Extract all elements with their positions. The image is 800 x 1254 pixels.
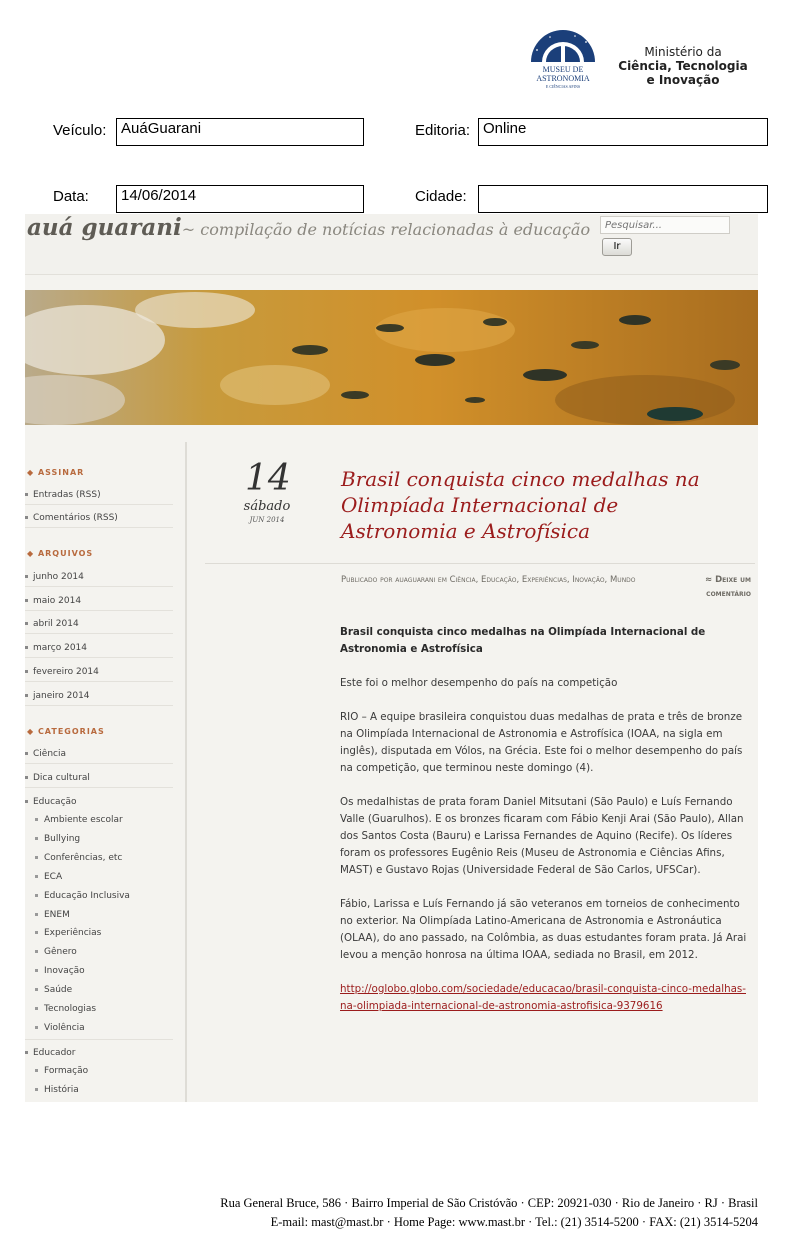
sidebar-subitem-label: ENEM (44, 910, 70, 920)
post-date-weekday: sábado (243, 499, 291, 514)
sidebar-item-junho-2014[interactable] (25, 572, 173, 587)
sidebar-item-label: Entradas (RSS) (33, 490, 101, 500)
sidebar-item-entradas-rss[interactable] (25, 490, 173, 505)
bullet-icon (35, 913, 38, 916)
sidebar-item-label: fevereiro 2014 (33, 667, 99, 677)
sidebar-item-label: Comentários (RSS) (33, 513, 118, 523)
sidebar-item-janeiro-2014[interactable] (25, 691, 173, 706)
sidebar-divider (25, 1039, 173, 1040)
assinar-heading-text: ASSINAR (37, 468, 85, 477)
sidebar-subitem-historia[interactable] (35, 1085, 79, 1095)
sidebar-subitem-label: Violência (44, 1023, 85, 1033)
sidebar-item-label: janeiro 2014 (33, 691, 90, 701)
bullet-icon (35, 931, 38, 934)
bullet-icon (25, 752, 28, 755)
sidebar-subitem-enem[interactable] (35, 910, 70, 920)
ministry-line3: e Inovação (646, 73, 720, 87)
sidebar-subitem-violencia[interactable] (35, 1023, 85, 1033)
post-date-day: 14 (245, 458, 291, 499)
bullet-icon (25, 800, 28, 803)
post-divider (205, 563, 755, 564)
bullet-icon (35, 818, 38, 821)
bullet-icon (35, 837, 38, 840)
footer-address: Rua General Bruce, 586 · Bairro Imperial de São Cristóvão · CEP: 20921-030 · Rio de Janeiro · RJ · Brasil (220, 1196, 758, 1210)
bullet-icon (25, 1051, 28, 1054)
ministry-logo (613, 45, 753, 87)
post-paragraph: RIO – A equipe brasileira conquistou duas medalhas de prata e três de bronze na Olimpíada Internacional de Astronomia e Astrofísica (IOAA, na sigla em inglês), disputada em Vólos, na Grécia. Este foi o melhor desempenho do país na competição, que terminou neste domingo (4). (340, 711, 743, 774)
post-lead: Brasil conquista cinco medalhas na Olimpíada Internacional de Astronomia e Astrofísica (340, 626, 706, 655)
bullet-icon (35, 1069, 38, 1072)
sidebar-subitem-label: Gênero (44, 947, 77, 957)
post-paragraph: Fábio, Larissa e Luís Fernando já são veteranos em torneios de conhecimento no exterior. Na Olimpíada Latino-Americana de Astronomia e Astronáutica (OLAA), do ano passado, na Colômbia, as duas estudantes foram prata. Já Arai levou a menção honrosa na última IOAA, sediada no Brasil, em 2012. (340, 898, 747, 961)
arquivos-heading-text: ARQUIVOS (37, 549, 94, 558)
museum-logo (528, 28, 598, 94)
sidebar-subitem-label: Experiências (44, 928, 102, 938)
bullet-icon (35, 1026, 38, 1029)
bullet-icon (35, 969, 38, 972)
sidebar-item-ciencia[interactable] (25, 749, 173, 764)
sidebar-subitem-label: Tecnologias (44, 1004, 97, 1014)
sidebar-subitem-label: Bullying (44, 834, 81, 844)
sidebar-item-label: Ciência (33, 749, 66, 759)
museum-logo-line3: E CIÊNCIAS AFINS (545, 84, 581, 89)
post-meta: Publicado por auaguarani em Ciência, Educação, Experiências, Inovação, Mundo (341, 575, 636, 585)
source-link[interactable]: http://oglobo.globo.com/sociedade/educacao/brasil-conquista-cinco-medalhas-na-olimpiada-internacional-de-astronomia-astrofisica-9379616 (340, 983, 746, 1012)
footer (40, 1194, 758, 1232)
bullet-icon (25, 694, 28, 697)
sidebar-item-educacao[interactable] (25, 797, 173, 811)
sidebar-subitem-inovacao[interactable] (35, 966, 85, 976)
bullet-icon (35, 894, 38, 897)
sidebar-subitem-saude[interactable] (35, 985, 72, 995)
footer-contact: E-mail: mast@mast.br · Home Page: www.mast.br · Tel.: (21) 3514-5200 · FAX: (21) 3514-5204 (270, 1215, 758, 1229)
sidebar-heading-assinar: ◆ ASSINAR (27, 468, 85, 477)
sidebar-item-label: Educador (33, 1048, 76, 1058)
sidebar-item-abril-2014[interactable] (25, 619, 173, 634)
sidebar-item-label: Dica cultural (33, 773, 90, 783)
data-field[interactable]: 14/06/2014 (116, 185, 364, 213)
sidebar-item-marco-2014[interactable] (25, 643, 173, 658)
sidebar-subitem-label: Inovação (44, 966, 85, 976)
sidebar-item-maio-2014[interactable] (25, 596, 173, 611)
veiculo-label: Veículo: (53, 122, 107, 139)
post-paragraph: Os medalhistas de prata foram Daniel Mitsutani (São Paulo) e Luís Fernando Valle (Guarulhos). E os bronzes ficaram com Fábio Kenji Arai (São Paulo), Allan dos Santos Costa (Bauru) e Larissa Fernandes de Aquino (Recife). Os líderes foram os professores Eugênio Reis (Museu de Astronomia e Ciências Afins, MAST) e Gustavo Rojas (Universidade Federal de São Carlos, UFSCar). (340, 796, 744, 876)
cidade-field[interactable] (478, 185, 768, 213)
sidebar-subitem-label: Formação (44, 1066, 89, 1076)
sidebar-item-label: junho 2014 (33, 572, 84, 582)
bullet-icon (35, 875, 38, 878)
blog-tagline: ~ compilação de notícias relacionadas à educação (181, 220, 591, 239)
bullet-icon (25, 516, 28, 519)
sidebar-subitem-genero[interactable] (35, 947, 77, 957)
veiculo-field[interactable]: AuáGuarani (116, 118, 364, 146)
sidebar-subitem-eca[interactable] (35, 872, 62, 882)
cidade-label: Cidade: (415, 188, 467, 205)
sidebar-subitem-experiencias[interactable] (35, 928, 101, 938)
sidebar-subitem-label: Saúde (44, 985, 73, 995)
sidebar-subitem-label: ECA (44, 872, 63, 882)
blog-screenshot (25, 214, 758, 1102)
sidebar-subitem-bullying[interactable] (35, 834, 80, 844)
categorias-heading-text: CATEGORIAS (37, 727, 105, 736)
post-body (340, 624, 750, 1032)
sidebar-subitem-label: Ambiente escolar (44, 815, 123, 825)
sidebar-subitem-label: Educação Inclusiva (44, 891, 130, 901)
sidebar-subitem-ambiente-escolar[interactable] (35, 815, 123, 825)
blog-title[interactable] (27, 214, 590, 241)
header-banner-image (25, 290, 758, 425)
sidebar-item-label: abril 2014 (33, 619, 79, 629)
bullet-icon (25, 575, 28, 578)
bullet-icon (25, 670, 28, 673)
bullet-icon (25, 776, 28, 779)
bullet-icon (35, 950, 38, 953)
bullet-icon (25, 646, 28, 649)
editoria-label: Editoria: (415, 122, 471, 139)
post-title[interactable]: Brasil conquista cinco medalhas na Olimpíada Internacional de Astronomia e Astrofísica (341, 467, 700, 543)
search-input[interactable] (600, 216, 730, 234)
sidebar-subitem-label: Conferências, etc (44, 853, 123, 863)
bullet-icon (35, 856, 38, 859)
sidebar-item-fevereiro-2014[interactable] (25, 667, 173, 682)
bullet-icon (25, 493, 28, 496)
sidebar-subitem-label: História (44, 1085, 79, 1095)
sidebar-item-label: maio 2014 (33, 596, 82, 606)
sidebar-subitem-educacao-inclusiva[interactable] (35, 891, 130, 901)
data-label: Data: (53, 188, 89, 205)
blog-header (25, 214, 758, 275)
bullet-icon (35, 1088, 38, 1091)
leave-comment-link[interactable]: ≈ Deixe um comentário (705, 575, 751, 599)
sidebar-item-educador[interactable] (25, 1048, 173, 1062)
search-button[interactable]: Ir (602, 238, 632, 256)
sidebar-item-dica-cultural[interactable] (25, 773, 173, 788)
post-date-month: JUN 2014 (249, 516, 285, 524)
bullet-icon (35, 988, 38, 991)
sidebar-item-comentarios-rss[interactable] (25, 513, 173, 528)
sidebar-item-label: Educação (33, 797, 77, 807)
sidebar-item-label: março 2014 (33, 643, 88, 653)
bullet-icon (25, 622, 28, 625)
museum-logo-line2: ASTRONOMIA (536, 74, 590, 83)
bullet-icon (25, 599, 28, 602)
bullet-icon (35, 1007, 38, 1010)
sidebar-subitem-formacao[interactable] (35, 1066, 88, 1076)
editoria-field[interactable]: Online (478, 118, 768, 146)
sidebar-subitem-tecnologias[interactable] (35, 1004, 96, 1014)
sidebar-subitem-conferencias[interactable] (35, 853, 122, 863)
blog-name[interactable]: auá guarani (27, 214, 182, 241)
sidebar-heading-categorias: ◆ CATEGORIAS (27, 727, 105, 736)
museum-logo-line1: MUSEU DE (542, 65, 584, 74)
post-paragraph: Este foi o melhor desempenho do país na competição (340, 677, 618, 689)
ministry-line2: Ciência, Tecnologia (618, 59, 748, 73)
ministry-line1: Ministério da (644, 45, 722, 59)
sidebar (25, 442, 187, 1102)
sidebar-heading-arquivos: ◆ ARQUIVOS (27, 549, 94, 558)
